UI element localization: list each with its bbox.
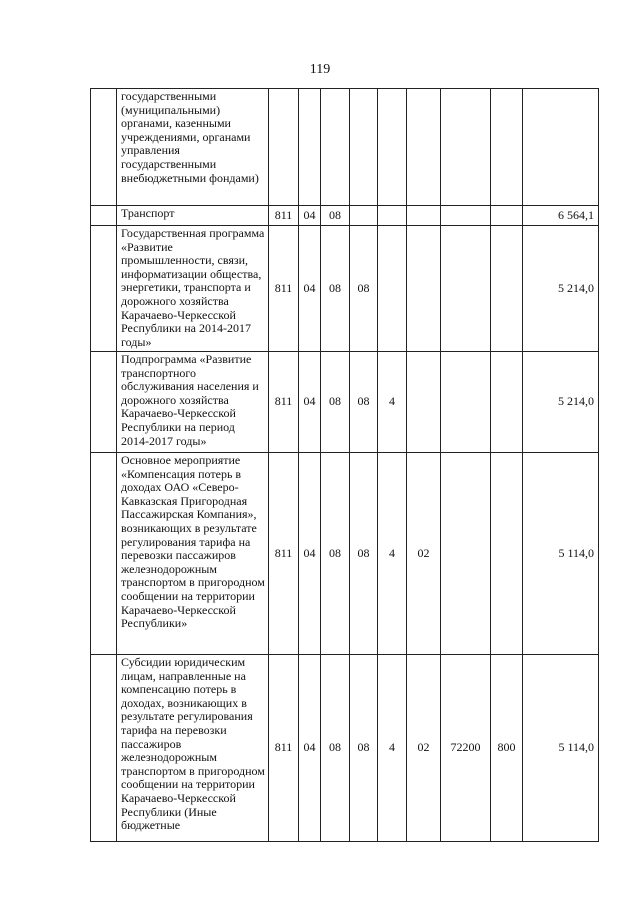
rz-cell: 04 xyxy=(299,352,321,453)
subprogram-cell xyxy=(378,89,407,206)
program-cell: 08 xyxy=(350,453,378,655)
ved-cell: 811 xyxy=(269,453,299,655)
pr-cell: 08 xyxy=(321,453,350,655)
expense-type-cell xyxy=(491,89,523,206)
amount-cell: 5 114,0 xyxy=(523,453,599,655)
direction-cell xyxy=(441,352,491,453)
ved-cell: 811 xyxy=(269,352,299,453)
rz-cell: 04 xyxy=(299,206,321,226)
subprogram-cell xyxy=(378,226,407,352)
direction-cell xyxy=(441,226,491,352)
subprogram-cell: 4 xyxy=(378,352,407,453)
direction-cell xyxy=(441,89,491,206)
row-number-cell xyxy=(91,453,117,655)
table-row xyxy=(91,352,599,453)
page-number: 119 xyxy=(309,62,331,77)
amount-cell: 5 214,0 xyxy=(523,352,599,453)
pr-cell xyxy=(321,89,350,206)
row-number-cell xyxy=(91,89,117,206)
direction-cell: 72200 xyxy=(441,655,491,842)
table-row xyxy=(91,226,599,352)
subprogram-cell: 4 xyxy=(378,453,407,655)
direction-cell xyxy=(441,206,491,226)
row-number-cell xyxy=(91,226,117,352)
row-name-cell: государственными (муниципальными) органами, казенными учреждениями, органами управления государственными внебюджетными фондами) xyxy=(117,89,269,206)
row-name-cell: Транспорт xyxy=(117,206,269,226)
rz-cell xyxy=(299,89,321,206)
pr-cell: 08 xyxy=(321,352,350,453)
rz-cell: 04 xyxy=(299,226,321,352)
row-name-cell: Субсидии юридическим лицам, направленные на компенсацию потерь в доходах, возникающих в результате регулирования тарифа на перевозки пассажиров железнодорожным транспортом в пригородном сообщении на территории Карачаево-Черкесской Республики (Иные бюджетные xyxy=(117,655,269,842)
amount-cell: 5 114,0 xyxy=(523,655,599,842)
measure-cell xyxy=(407,89,441,206)
expense-type-cell xyxy=(491,352,523,453)
ved-cell: 811 xyxy=(269,206,299,226)
program-cell: 08 xyxy=(350,655,378,842)
amount-cell xyxy=(523,89,599,206)
pr-cell: 08 xyxy=(321,655,350,842)
expense-type-cell xyxy=(491,453,523,655)
rz-cell: 04 xyxy=(299,655,321,842)
ved-cell: 811 xyxy=(269,226,299,352)
program-cell: 08 xyxy=(350,352,378,453)
row-number-cell xyxy=(91,655,117,842)
ved-cell xyxy=(269,89,299,206)
amount-cell: 5 214,0 xyxy=(523,226,599,352)
table-row xyxy=(91,89,599,206)
pr-cell: 08 xyxy=(321,226,350,352)
ved-cell: 811 xyxy=(269,655,299,842)
expense-type-cell xyxy=(491,226,523,352)
table-row xyxy=(91,655,599,842)
program-cell xyxy=(350,89,378,206)
direction-cell xyxy=(441,453,491,655)
table-row xyxy=(91,206,599,226)
row-name-cell: Государственная программа «Развитие промышленности, связи, информатизации общества, энергетики, транспорта и дорожного хозяйства Карачаево-Черкесской Республики на 2014-2017 годы» xyxy=(117,226,269,352)
table-row xyxy=(91,453,599,655)
row-number-cell xyxy=(91,352,117,453)
pr-cell: 08 xyxy=(321,206,350,226)
program-cell: 08 xyxy=(350,226,378,352)
measure-cell: 02 xyxy=(407,453,441,655)
expense-type-cell: 800 xyxy=(491,655,523,842)
budget-table xyxy=(90,88,599,842)
measure-cell xyxy=(407,226,441,352)
subprogram-cell: 4 xyxy=(378,655,407,842)
expense-type-cell xyxy=(491,206,523,226)
measure-cell xyxy=(407,206,441,226)
program-cell xyxy=(350,206,378,226)
measure-cell: 02 xyxy=(407,655,441,842)
row-name-cell: Подпрограмма «Развитие транспортного обслуживания населения и дорожного хозяйства Карачаево-Черкесской Республики на период 2014-2017 годы» xyxy=(117,352,269,453)
row-name-cell: Основное мероприятие «Компенсация потерь в доходах ОАО «Северо-Кавказская Пригородная Пассажирская Компания», возникающих в результате регулирования тарифа на перевозки пассажиров железнодорожным транспортом в пригородном сообщении на территории Карачаево-Черкесской Республики» xyxy=(117,453,269,655)
rz-cell: 04 xyxy=(299,453,321,655)
subprogram-cell xyxy=(378,206,407,226)
amount-cell: 6 564,1 xyxy=(523,206,599,226)
measure-cell xyxy=(407,352,441,453)
row-number-cell xyxy=(91,206,117,226)
